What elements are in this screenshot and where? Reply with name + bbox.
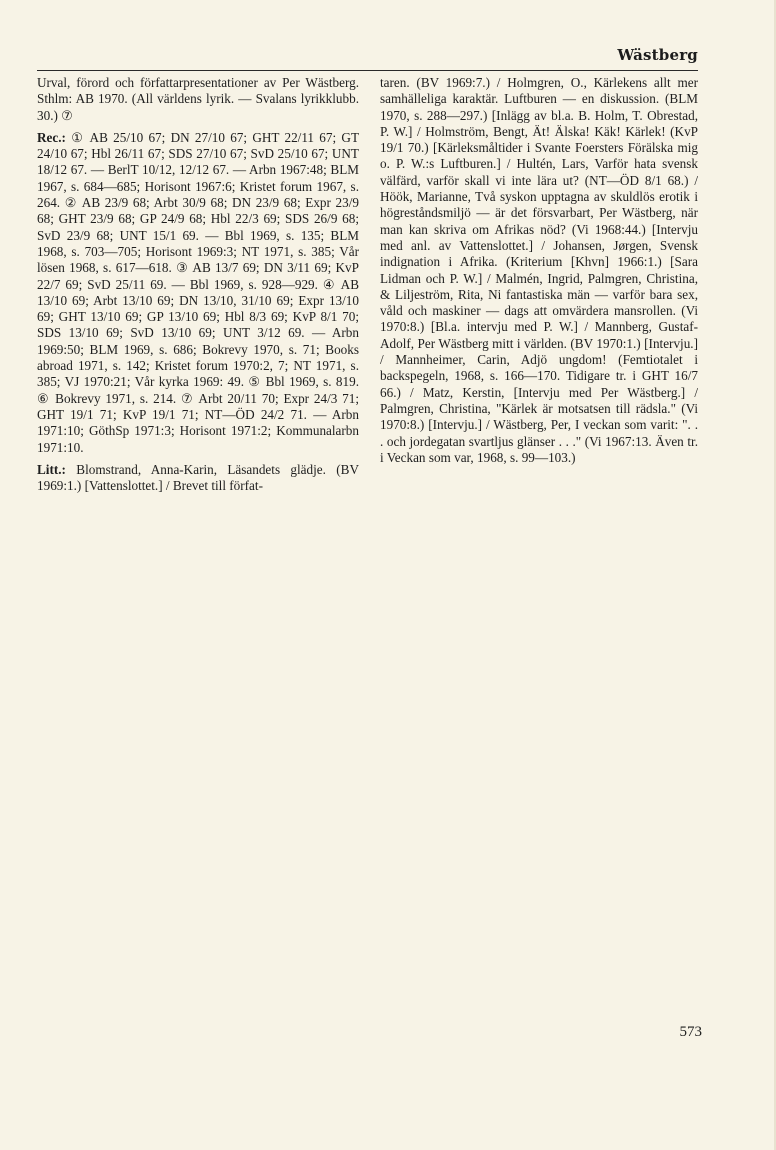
reviews-text: ① AB 25/10 67; DN 27/10 67; GHT 22/11 67; GT 24/10 67; Hbl 26/11 67; SDS 27/10 67; SvD 25/10 67; UNT 18/12 67. — BerlT 10/12, 12/12 67. — Arbn 1967:48; BLM 1967, s. 684—685; Horisont 1967:6; Kristet forum 1967, s. 264. ② AB 23/9 68; Arbt 30/9 68; DN 23/9 68; Expr 23/9 68; GHT 23/9 68; GP 24/9 68; Hbl 22/3 69; SDS 26/9 68; SvD 23/9 68; UNT 15/1 69. — Bbl 1969, s. 135; BLM 1968, s. 703—705; Horisont 1969:3; NT 1971, s. 385; Vår lösen 1968, s. 617—618. ③ AB 13/7 69; DN 3/11 69; KvP 22/7 69; SvD 25/11 69. — Bbl 1969, s. 928—929. ④ AB 13/10 69; Arbt 13/10 69; DN 13/10, 31/10 69; Expr 13/10 69; GHT 13/10 69; GP 13/10 69; Hbl 8/3 69; KvP 8/1 70; SDS 13/10 69; SvD 13/10 69; UNT 3/12 69. — Arbn 1969:50; BLM 1969, s. 686; Bokrevy 1970, s. 71; Books abroad 1971, s. 142; Kristet forum 1970:2, 7; NT 1971, s. 385; VJ 1970:21; Vår kyrka 1969: 49. ⑤ Bbl 1969, s. 819. ⑥ Bokrevy 1971, s. 214. ⑦ Arbt 20/11 70; Expr 24/3 71; GHT 19/1 71; KvP 19/1 71; NT—ÖD 24/2 71. — Arbn 1971:10; GöthSp 1971:3; Horisont 1971:2; Kommunalarbn 1971:10.: [37, 129, 359, 455]
literature-text: Blomstrand, Anna-Karin, Läsandets glädje. (BV 1969:1.) [Vattenslottet.] / Brevet till förfat-: [37, 461, 359, 494]
left-column: [37, 75, 359, 500]
running-head: Wästberg: [617, 46, 698, 64]
literature-continuation: taren. (BV 1969:7.) / Holmgren, O., Kärlekens allt mer samhälleliga karaktär. Luftburen — en diskussion. (BLM 1970, s. 288—297.) [Inlägg av bl.a. B. Holm, T. Obrestad, P. W.] / Holmström, Bengt, Ät! Älska! Käk! Kärlek! (KvP 19/1 70.) [Kärleksmåltider i Svante Foersters Förälska mig o. P. W.:s Luftburen.] / Hultén, Lars, Varför hata svensk välfärd, varför skall vi inte lära ut? (NT—ÖD 8/1 68.) / Höök, Marianne, Två syskon upptagna av skuldlös erotik i högreståndsmiljö — är det försvarbart, Per Wästberg, när man kan skriva om Afrikas nöd? (Vi 1968:44.) [Intervju med anl. av Vattenslottet.] / Johansen, Jørgen, Svensk indignation i Afrika. (Kriterium [Khvn] 1966:1.) [Sara Lidman och P. W.] / Malmén, Ingrid, Palmgren, Christina, & Liljeström, Rita, Ni fantastiska män — varför bara sex, våld och maskiner — dags att omvärdera mansrollen. (Vi 1970:8.) [Bl.a. intervju med P. W.] / Mannberg, Gustaf-Adolf, Per Wästberg mitt i världen. (BV 1970:1.) [Intervju.] / Mannheimer, Carin, Adjö ungdom! (Femtiotalet i backspegeln, 1968, s. 166—170. Tidigare tr. i GHT 16/7 66.) / Matz, Kerstin, [Intervju med Per Wästberg.] / Palmgren, Christina, "Kärlek är motsatsen till rädsla." (Vi 1970:8.) [Intervju.] / Wästberg, Per, I veckan som varit: ". . . och jordegatan svartljus glänser . . ." (Vi 1967:13. Även tr. i Veckan som var, 1968, s. 99—103.): [380, 75, 698, 465]
literature-label: Litt.:: [37, 461, 66, 477]
header-rule: [37, 70, 698, 71]
literature-entry: [37, 462, 359, 495]
edition-entry: Urval, förord och författarpresentationer av Per Wästberg. Sthlm: AB 1970. (All världens lyrik. — Svalans lyrikklubb. 30.) ⑦: [37, 75, 359, 123]
reviews-label: Rec.:: [37, 129, 66, 145]
right-column: [380, 75, 698, 466]
page-number: 573: [679, 1024, 702, 1040]
reviews-entry: [37, 130, 359, 456]
